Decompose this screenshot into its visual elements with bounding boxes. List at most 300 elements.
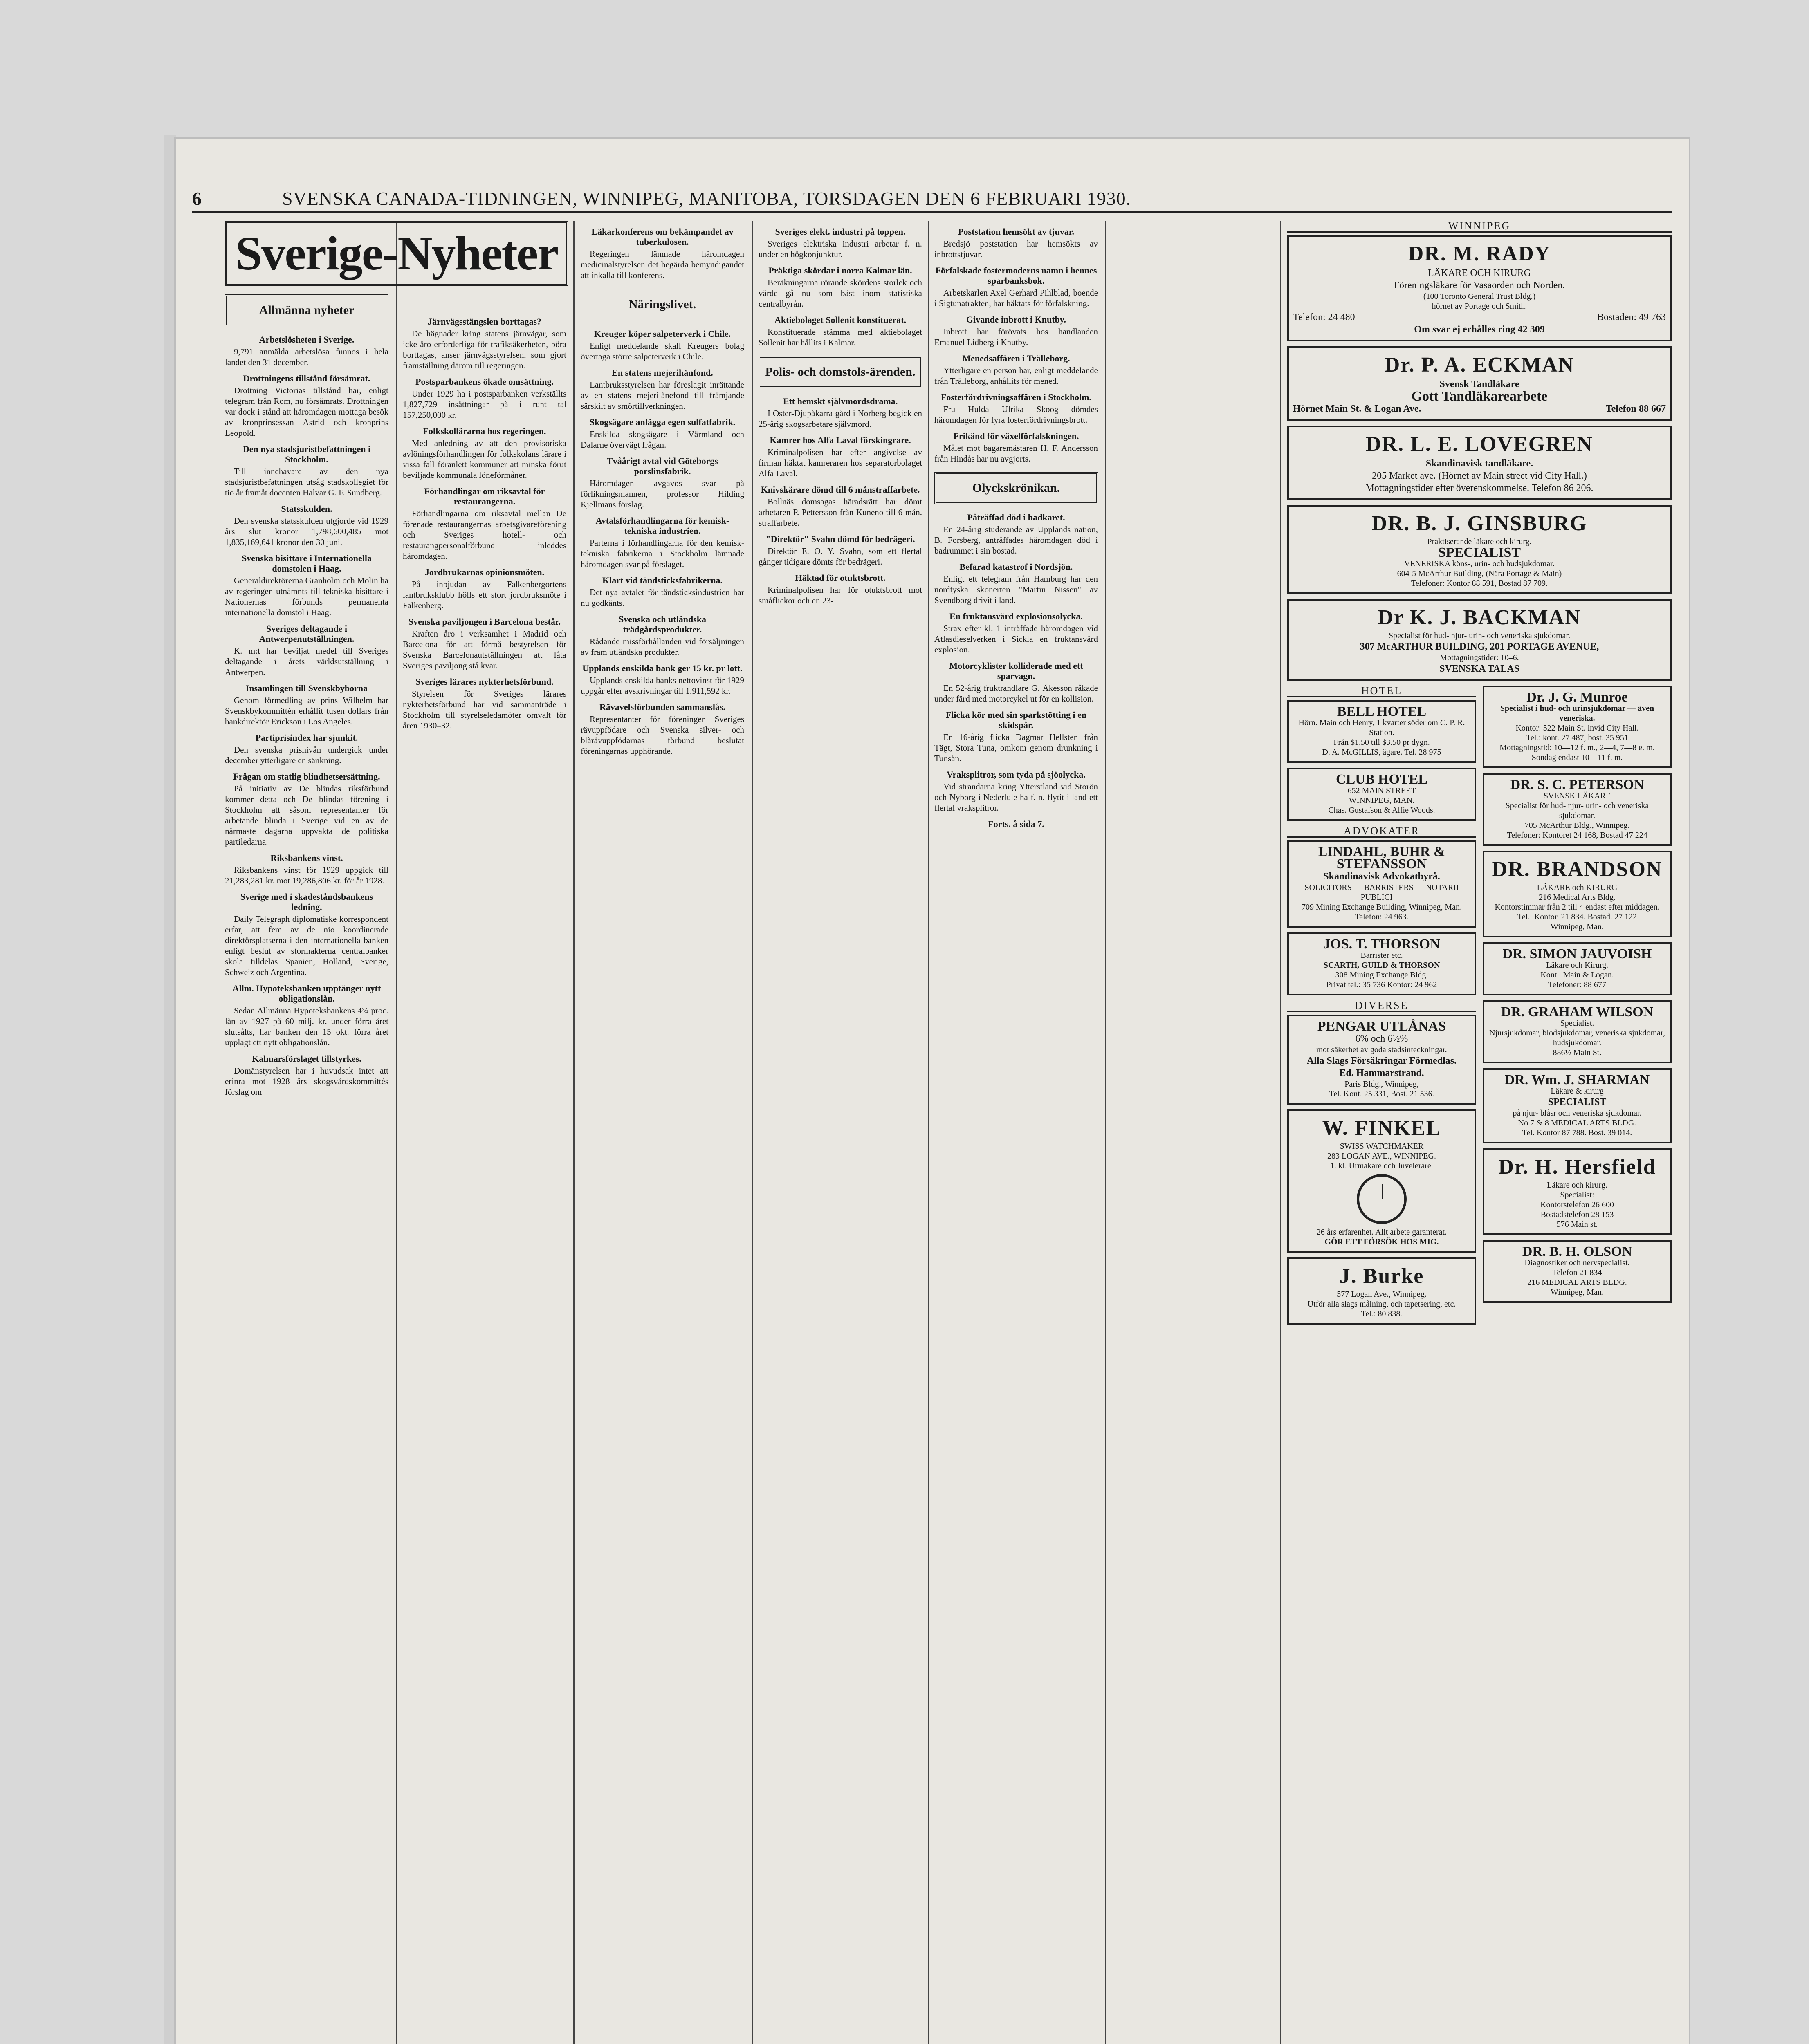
- headline: Påträffad död i badkaret.: [967, 512, 1065, 522]
- ad-line: SVENSKA TALAS: [1439, 663, 1519, 674]
- ad-slogan: SPECIALIST: [1438, 545, 1521, 560]
- article: [934, 353, 1098, 386]
- ad-line: Utför alla slags målning, och tapetsering, etc.: [1307, 1300, 1456, 1309]
- ad-address: 652 MAIN STREET: [1347, 786, 1416, 795]
- ad-name: DR. Wm. J. SHARMAN: [1504, 1072, 1650, 1087]
- ad-line: SCARTH, GUILD & THORSON: [1323, 961, 1440, 970]
- article: [759, 396, 922, 429]
- ad-line: Winnipeg, Man.: [1551, 922, 1604, 931]
- ad-subtitle: LÄKARE och KIRURG: [1537, 883, 1618, 892]
- article: [934, 314, 1098, 347]
- ad-name: JOS. T. THORSON: [1323, 937, 1440, 952]
- section-banner: Sverige-Nyheter: [225, 221, 568, 286]
- headline: Flicka kör med sin sparkstötting i en skidspår.: [945, 710, 1087, 730]
- article-body: Sveriges elektriska industri arbetar f. n. under en högkonjunktur.: [759, 239, 922, 259]
- ad-line: Mottagningstider: 10–6.: [1440, 653, 1519, 662]
- ad-section-header: HOTEL: [1287, 686, 1476, 697]
- headline: Arbetslösheten i Sverige.: [259, 334, 355, 345]
- article: [581, 456, 744, 510]
- ad-name: DR. BRANDSON: [1492, 858, 1663, 881]
- ad-line: SOLICITORS — BARRISTERS — NOTARII PUBLICI —: [1304, 883, 1459, 902]
- section-header: Allmänna nyheter: [225, 294, 388, 326]
- ad-line: 1. kl. Urmakare och Juvelerare.: [1330, 1161, 1433, 1170]
- article: [403, 616, 566, 671]
- headline: Klart vid tändsticksfabrikerna.: [602, 575, 723, 585]
- headline: Aktiebolaget Sollenit konstituerat.: [774, 315, 907, 325]
- article: [759, 435, 922, 479]
- ad-name: BELL HOTEL: [1337, 704, 1427, 719]
- article: [759, 573, 922, 606]
- ad-address: 205 Market ave. (Hörnet av Main street vid City Hall.): [1372, 471, 1587, 481]
- ad-rady: [1287, 235, 1672, 341]
- ad-thorson: [1287, 932, 1476, 995]
- article-body: Förhandlingarna om riksavtal mellan De förenade restaurangernas arbetsgivareförening och Sveriges hotell- och restaurangpersonalförbund inleddes häromdagen.: [403, 509, 566, 561]
- newspaper-page: [176, 139, 1689, 2044]
- article-body: Bollnäs domsagas häradsrätt har dömt arbetaren P. Pettersson från Kuneno till 6 mån. straffarbete.: [759, 497, 922, 528]
- article: [225, 334, 388, 368]
- ad-subtitle: LÄKARE OCH KIRURG: [1428, 268, 1531, 278]
- ad-phone: Bostadstelefon 28 153: [1540, 1210, 1614, 1219]
- ad-slogan: Gott Tandläkarearbete: [1411, 389, 1548, 404]
- column-rule: [1105, 221, 1106, 2044]
- article-body: Enskilda skogsägare i Värmland och Dalarne övervägt frågan.: [581, 429, 744, 450]
- article-body: Regeringen lämnade häromdagen medicinalstyrelsen det begärda bemyndigandet att inkalla till konferens.: [581, 249, 744, 280]
- article: [403, 567, 566, 611]
- ad-burke: [1287, 1257, 1476, 1325]
- ad-address: Kontor: 522 Main St. invid City Hall.: [1515, 724, 1639, 733]
- article-body: Beräkningarna rörande skördens storlek och värde gå nu som bäst inom statistiska centralbyrån.: [759, 278, 922, 309]
- ad-name: DR. SIMON JAUVOISH: [1502, 946, 1652, 961]
- ad-name: LINDAHL, BUHR & STEFANSSON: [1318, 844, 1445, 872]
- headline: Sveriges deltagande i Antwerpenutställningen.: [259, 623, 355, 644]
- ad-section-header: WINNIPEG: [1287, 221, 1672, 233]
- article: [225, 553, 388, 618]
- headline: "Direktör" Svahn dömd för bedrägeri.: [765, 534, 915, 544]
- headline: Fosterfördrivningsaffären i Stockholm.: [940, 392, 1092, 402]
- article-body: Upplands enskilda banks nettovinst för 1929 uppgår efter avskrivningar till 1,911,592 kr.: [581, 675, 744, 696]
- article: [934, 392, 1098, 425]
- headline: Häktad för otuktsbrott.: [795, 573, 886, 583]
- ad-subtitle: Läkare och kirurg.: [1547, 1181, 1607, 1190]
- ad-address: Paris Bldg., Winnipeg,: [1344, 1080, 1419, 1089]
- ad-line: WINNIPEG, MAN.: [1349, 796, 1415, 805]
- ad-peterson: [1483, 773, 1672, 846]
- ad-subtitle: SVENSK LÄKARE: [1544, 791, 1611, 800]
- ad-sharman: [1483, 1068, 1672, 1143]
- masthead-title: SVENSKA CANADA-TIDNINGEN, WINNIPEG, MANITOBA, TORSDAGEN DEN 6 FEBRUARI 1930.: [282, 188, 1131, 209]
- ad-address: 283 LOGAN AVE., WINNIPEG.: [1327, 1152, 1436, 1161]
- ad-line: (100 Toronto General Trust Bldg.): [1423, 292, 1536, 301]
- headline: Drottningens tillstånd försämrat.: [243, 373, 370, 383]
- ad-subtitle: Svensk Tandläkare: [1439, 379, 1519, 390]
- ad-subtitle: Diagnostiker och nervspecialist.: [1524, 1258, 1630, 1267]
- ad-address: Hörn. Main och Henry, 1 kvarter söder om C. P. R. Station.: [1298, 718, 1465, 737]
- ad-name: CLUB HOTEL: [1336, 772, 1427, 787]
- ad-line: hörnet av Portage och Smith.: [1432, 302, 1527, 311]
- article-body: Enligt meddelande skall Kreugers bolag övertaga större salpeterverk i Chile.: [581, 341, 744, 361]
- ad-name: DR. S. C. PETERSON: [1510, 777, 1644, 792]
- article: [934, 769, 1098, 813]
- headline: Sveriges lärares nykterhetsförbund.: [415, 677, 554, 687]
- section-header: Polis- och domstols-ärenden.: [759, 356, 922, 388]
- ad-address: 308 Mining Exchange Bldg.: [1335, 970, 1428, 979]
- article-body: En 16-årig flicka Dagmar Hellsten från Tägt, Stora Tuna, omkom genom drunkning i Tunsän.: [934, 732, 1098, 763]
- article: [759, 226, 922, 260]
- article-body: En 24-årig studerande av Upplands nation, B. Forsberg, anträffades häromdagen död i badrummet i sin bostad.: [934, 524, 1098, 556]
- headline: Kreuger köper salpeterverk i Chile.: [594, 329, 731, 339]
- ad-line: GÖR ETT FÖRSÖK HOS MIG.: [1324, 1237, 1439, 1246]
- article-body: Med anledning av att den provisoriska avlöningsförhandlingen för folkskolans lärare i vissa fall föranlett kommuner att minska förut beviljade kommunala löneförmåner.: [403, 438, 566, 480]
- ad-phone: Tel.: Kontor. 21 834. Bostad. 27 122: [1517, 912, 1637, 921]
- article: [934, 265, 1098, 309]
- ad-subtitle: Specialist för hud- njur- urin- och veneriska sjukdomar.: [1389, 631, 1570, 640]
- article: [759, 534, 922, 567]
- ad-subtitle: Praktiserande läkare och kirurg.: [1427, 537, 1532, 546]
- ad-ginsburg: [1287, 505, 1672, 594]
- article: [759, 484, 922, 528]
- ad-phone: Telefon 88 667: [1605, 403, 1666, 414]
- headline: Svenska bisittare i Internationella domstolen i Haag.: [241, 553, 372, 574]
- article: [403, 426, 566, 480]
- ad-line: 26 års erfarenhet. Allt arbete garanterat.: [1316, 1228, 1447, 1237]
- ad-finkel: [1287, 1109, 1476, 1253]
- article-body: 9,791 anmälda arbetslösa funnos i hela landet den 31 december.: [225, 347, 388, 367]
- column-rule: [573, 221, 575, 2044]
- headline: Svenska och utländska trädgårdsprodukter.: [619, 614, 706, 634]
- ad-address: 709 Mining Exchange Building, Winnipeg, Man.: [1301, 903, 1462, 912]
- ad-phone: Privat tel.: 35 736 Kontor: 24 962: [1326, 980, 1437, 989]
- article-body: Det nya avtalet för tändsticksindustrien har nu godkänts.: [581, 587, 744, 608]
- ad-name: W. FINKEL: [1322, 1116, 1441, 1140]
- ad-section-header: ADVOKATER: [1287, 826, 1476, 838]
- ad-phone: Telefoner: Kontoret 24 168, Bostad 47 224: [1507, 831, 1647, 840]
- headline: Förfalskade fostermoderns namn i hennes sparbanksbok.: [935, 265, 1097, 286]
- article-body: Till innehavare av den nya stadsjuristbefattningen utsåg stadskollegiet för tio år framåt docenten Halvar G. F. Sundberg.: [225, 466, 388, 498]
- article: [581, 515, 744, 569]
- headline: Statsskulden.: [281, 504, 332, 514]
- article-body: Fru Hulda Ulrika Skoog dömdes häromdagen för fyra fosterfördrivningsbrott.: [934, 404, 1098, 425]
- column-rule: [928, 221, 929, 2044]
- article-body: En 52-årig fruktrandlare G. Åkesson råkade under färd med motorcykel ut för en kollision.: [934, 683, 1098, 704]
- article-body: Representanter för föreningen Sveriges rävuppfödare och Svenska silver- och blårävuppfödarnas förbund beslutat föreningarnas upphörande.: [581, 714, 744, 756]
- ad-name: DR. B. J. GINSBURG: [1371, 512, 1587, 535]
- headline: Knivskärare dömd till 6 månstraffarbete.: [761, 484, 920, 495]
- ad-line: mot säkerhet av goda stadsinteckningar.: [1316, 1045, 1447, 1054]
- column-3: [581, 221, 744, 2044]
- ad-line: på njur- blåsr och veneriska sjukdomar.: [1513, 1109, 1642, 1118]
- continued-note: Forts. å sida 7.: [988, 819, 1044, 829]
- article: [225, 373, 388, 438]
- article-body: Genom förmedling av prins Wilhelm har Svenskbykommittén erhållit tusen dollars från bankdirektör Erickson i Los Angeles.: [225, 695, 388, 726]
- ad-address: No 7 & 8 MEDICAL ARTS BLDG.: [1518, 1118, 1636, 1127]
- headline: En statens mejerihänfond.: [612, 368, 713, 378]
- ad-subtitle: Barrister etc.: [1360, 951, 1403, 960]
- article-body: Direktör E. O. Y. Svahn, som ett flertal gånger tidigare dömts för bedrägeri.: [759, 546, 922, 567]
- ad-name: Dr. P. A. ECKMAN: [1384, 353, 1575, 377]
- headline: Skogsägare anlägga egen sulfatfabrik.: [589, 417, 736, 427]
- ad-name: J. Burke: [1339, 1264, 1424, 1288]
- article: [225, 892, 388, 977]
- headline: Svenska paviljongen i Barcelona består.: [408, 616, 561, 627]
- article: [934, 512, 1098, 556]
- article-body: De hägnader kring statens järnvägar, som icke äro erforderliga för trafiksäkerheten, böra borttagas, anser järnvägsstyrelsen, som gjort framställning därom till regeringen.: [403, 329, 566, 370]
- article: [403, 677, 566, 731]
- article: [581, 575, 744, 608]
- ad-eckman: [1287, 346, 1672, 421]
- ad-line: Från $1.50 till $3.50 pr dygn.: [1333, 738, 1430, 747]
- ad-name: DR. GRAHAM WILSON: [1501, 1004, 1654, 1020]
- column-rule: [752, 221, 753, 2044]
- article-body: Kriminalpolisen har för otuktsbrott mot småflickor och en 23-: [759, 585, 922, 605]
- article-body: K. m:t har beviljat medel till Sveriges deltagande i årets världsutställning i Antwerpen.: [225, 646, 388, 677]
- headline: Sveriges elekt. industri på toppen.: [775, 226, 906, 237]
- ad-address: 886½ Main St.: [1553, 1048, 1602, 1057]
- ad-phone: Telefoner: 88 677: [1548, 980, 1606, 989]
- ad-address: 576 Main st.: [1556, 1220, 1598, 1229]
- article: [225, 733, 388, 766]
- headline: Läkarkonferens om bekämpandet av tuberkulosen.: [591, 226, 734, 247]
- headline: Rävavelsförbunden sammanslås.: [599, 702, 726, 712]
- article: [225, 623, 388, 677]
- ad-name: Dr K. J. BACKMAN: [1378, 606, 1581, 629]
- article: [225, 1053, 388, 1097]
- headline: Poststation hemsökt av tjuvar.: [958, 226, 1074, 237]
- headline: Frikänd för växelförfalskningen.: [953, 431, 1079, 441]
- column-rule: [396, 221, 397, 2044]
- headline: Riksbankens vinst.: [270, 853, 343, 863]
- ad-address: Hörnet Main St. & Logan Ave.: [1293, 403, 1421, 414]
- column-5: [934, 221, 1098, 2044]
- ad-address: 216 Medical Arts Bldg.: [1539, 893, 1616, 902]
- ad-subtitle: SWISS WATCHMAKER: [1340, 1142, 1424, 1151]
- article-body: Under 1929 ha i postsparbanken verkställts 1,827,729 insättningar på i runt tal 157,250,000 kr.: [403, 389, 566, 420]
- article-body: Enligt ett telegram från Hamburg har den nordtyska skonerten "Martin Nissen" av Svendborg drivit i land.: [934, 574, 1098, 605]
- scan-margin: [164, 135, 176, 2044]
- pocket-watch-icon: [1357, 1174, 1407, 1224]
- ad-line: VENERISKA köns-, urin- och hudsjukdomar.: [1404, 559, 1555, 568]
- article-body: Häromdagen avgavos svar på förlikningsmannen, professor Hilding Kjellmans förslag.: [581, 478, 744, 509]
- section-header: Näringslivet.: [581, 289, 744, 320]
- headline: Jordbrukarnas opinionsmöten.: [424, 567, 545, 577]
- article: [581, 226, 744, 280]
- article: [581, 702, 744, 756]
- ad-subtitle: Läkare & kirurg: [1551, 1087, 1604, 1096]
- article-body: Drottning Victorias tillstånd har, enligt telegram från Rom, nu försämrats. Drottningen var dock i stånd att häromdagen mottaga besök av kronprinsessan Astrid och kronprins Leopold.: [225, 385, 388, 438]
- article-body: På inbjudan av Falkenbergortens lantbruksklubb hölls ett stort jordbruksmöte i Falkenberg.: [403, 579, 566, 610]
- ad-name: DR. L. E. LOVEGREN: [1365, 433, 1594, 456]
- article-body: Målet mot bagaremästaren H. F. Andersson från Hindås har nu avgjorts.: [934, 443, 1098, 464]
- article-body: Sedan Allmänna Hypoteksbankens 4¾ proc. lån av 1927 på 60 milj. kr. under förra året slutsålts, har banken den 15 okt. förra året upplagt ett nytt obligationslån.: [225, 1006, 388, 1047]
- headline: Menedsaffären i Trälleborg.: [962, 353, 1070, 363]
- ad-name: DR. B. H. OLSON: [1522, 1244, 1632, 1259]
- ad-jauvoish: [1483, 942, 1672, 995]
- ad-line: Om svar ej erhålles ring 42 309: [1414, 324, 1545, 335]
- article-body: Kraften åro i verksamhet i Madrid och Barcelona för att förmå bestyrelsen för Svenska Barcelonautställningen att låta Sveriges paviljong stå kvar.: [403, 629, 566, 670]
- article: [403, 486, 566, 561]
- masthead: [192, 186, 1672, 213]
- headline: Befarad katastrof i Nordsjön.: [959, 562, 1073, 572]
- ad-line: Chas. Gustafson & Alfie Woods.: [1328, 806, 1435, 815]
- article-body: Lantbruksstyrelsen har föreslagit inrättande av en statens mejerilånefond till främjande särskilt av smörtillverkningen.: [581, 380, 744, 411]
- article: [225, 444, 388, 498]
- headline: Folkskollärarna hos regeringen.: [423, 426, 546, 436]
- headline: Partiprisindex har sjunkit.: [255, 733, 358, 743]
- column-2: [403, 311, 566, 2044]
- article-body: Arbetskarlen Axel Gerhard Pihlblad, boende i Sigtunatrakten, har häktats för förfalskning.: [934, 288, 1098, 308]
- article: [934, 226, 1098, 260]
- ad-hersfield: [1483, 1148, 1672, 1235]
- ad-line: Njursjukdomar, blodsjukdomar, veneriska sjukdomar, hudsjukdomar.: [1489, 1029, 1665, 1047]
- headline: Vraksplitror, som tyda på sjöolycka.: [947, 769, 1086, 780]
- headline: Givande inbrott i Knutby.: [966, 314, 1066, 325]
- ad-subtitle: Skandinavisk tandläkare.: [1425, 458, 1533, 469]
- headline: Kalmarsförslaget tillstyrkes.: [252, 1053, 361, 1064]
- ad-name: Dr. H. Hersfield: [1498, 1155, 1656, 1179]
- ad-phone: Telefon: 24 480: [1293, 312, 1355, 323]
- ad-phone: Kontorstelefon 26 600: [1540, 1200, 1614, 1209]
- headline: Upplands enskilda bank ger 15 kr. pr lott.: [582, 663, 743, 673]
- ad-brandson: [1483, 851, 1672, 937]
- headline: Motorcyklister kolliderade med ett sparvagn.: [949, 661, 1083, 681]
- headline: Kamrer hos Alfa Laval förskingrare.: [770, 435, 911, 445]
- ad-bell-hotel: [1287, 700, 1476, 763]
- article-body: Daily Telegraph diplomatiske korrespondent erfar, att fem av de nio koordinerade direktörsplatserna i den internationella banken enligt beslut av stormakterna centralbanker skola tilldelas Spanien, Holland, Sverige, Schweiz och Argentina.: [225, 914, 388, 977]
- ad-subtitle: Specialist.: [1560, 1019, 1594, 1028]
- ad-subtitle: Läkare och Kirurg.: [1546, 961, 1609, 970]
- headline: Präktiga skördar i norra Kalmar län.: [768, 265, 912, 276]
- ad-lindahl: [1287, 840, 1476, 928]
- ad-phone: Tel. Kontor 87 788. Bost. 39 014.: [1522, 1128, 1632, 1137]
- headline: Tvåårigt avtal vid Göteborgs porslinsfabrik.: [607, 456, 718, 476]
- advertisements: [1287, 221, 1672, 2044]
- headline: Förhandlingar om riksavtal för restaurangerna.: [424, 486, 545, 507]
- ad-line: Kontorstimmar från 2 till 4 endast efter middagen.: [1495, 903, 1660, 912]
- article-body: Inbrott har förövats hos handlanden Emanuel Lidberg i Knutby.: [934, 327, 1098, 347]
- article: [934, 431, 1098, 464]
- ad-olson: [1483, 1240, 1672, 1303]
- article: [934, 611, 1098, 655]
- article-body: Domänstyrelsen har i huvudsak intet att erinra mot 1928 års skogsvårdskommittés förslag om: [225, 1066, 388, 1097]
- headline: Den nya stadsjuristbefattningen i Stockholm.: [242, 444, 371, 464]
- ad-wilson: [1483, 1000, 1672, 1063]
- article-body: Strax efter kl. 1 inträffade häromdagen vid Atlasdieselverken i Sickla en fruktansvärd explosion.: [934, 623, 1098, 654]
- article: [934, 661, 1098, 704]
- ad-munroe: [1483, 686, 1672, 768]
- article: [581, 663, 744, 696]
- ad-address: 604-5 McArthur Building, (Nära Portage & Main): [1397, 569, 1562, 578]
- article-body: Parterna i förhandlingarna för den kemisk-tekniska fabrikerna i Stockholm lämnade häromdagen svar på förslaget.: [581, 538, 744, 569]
- article: [934, 562, 1098, 605]
- article: [581, 614, 744, 657]
- ad-phone: Telefon: 24 963.: [1355, 912, 1409, 921]
- article: [225, 983, 388, 1048]
- ad-line: 6% och 6½%: [1355, 1033, 1408, 1044]
- ad-section-header: DIVERSE: [1287, 1000, 1476, 1012]
- headline: Ett hemskt självmordsdrama.: [783, 396, 898, 406]
- ad-line: Föreningsläkare för Vasaorden och Norden.: [1394, 280, 1565, 291]
- ad-phone: Tel.: 80 838.: [1361, 1309, 1403, 1318]
- article: [225, 771, 388, 847]
- article-body: Konstituerade stämma med aktiebolaget Sollenit har hållits i Kalmar.: [759, 327, 922, 347]
- article-body: Ytterligare en person har, enligt meddelande från Trälleborg, anhållits för mened.: [934, 365, 1098, 386]
- headline: Järnvägsstängslen borttagas?: [427, 316, 542, 327]
- article: [225, 853, 388, 886]
- article: [581, 368, 744, 411]
- article: [403, 377, 566, 420]
- ad-address: 307 McARTHUR BUILDING, 201 PORTAGE AVENUE,: [1360, 641, 1599, 652]
- ad-name: PENGAR UTLÅNAS: [1317, 1019, 1446, 1034]
- ad-line: Winnipeg, Man.: [1551, 1288, 1604, 1297]
- headline: Insamlingen till Svenskbyborna: [245, 683, 368, 693]
- headline: Postsparbankens ökade omsättning.: [415, 377, 554, 387]
- headline: Allm. Hypoteksbanken upptänger nytt obligationslån.: [232, 983, 381, 1004]
- ad-line: Mottagningstid: 10—12 f. m., 2—4, 7—8 e. m.: [1499, 743, 1655, 752]
- article-body: Kriminalpolisen har efter angivelse av firman häktat kamreraren hos separatorbolaget Alfa Laval.: [759, 447, 922, 478]
- article: [581, 417, 744, 450]
- article-body: Styrelsen för Sveriges lärares nykterhetsförbund har vid sammanträde i Stockholm till styrelseledamöter omvalt för åren 1930–32.: [403, 689, 566, 731]
- ad-line: Alla Slags Försäkringar Förmedlas.: [1306, 1056, 1457, 1066]
- ad-phone: Telefoner: Kontor 88 591, Bostad 87 709.: [1411, 579, 1548, 588]
- column-4: [759, 221, 922, 2044]
- ad-line: Söndag endast 10—11 f. m.: [1531, 753, 1623, 762]
- ad-line: Ed. Hammarstrand.: [1339, 1068, 1424, 1078]
- headline: Frågan om statlig blindhetsersättning.: [233, 771, 380, 782]
- article-body: I Oster-Djupåkarra gård i Norberg begick en 25-årig skogsarbetare självmord.: [759, 408, 922, 429]
- ad-address: 705 McArthur Bldg., Winnipeg.: [1524, 821, 1630, 830]
- ad-line: Specialist:: [1560, 1190, 1594, 1199]
- ad-backman: [1287, 599, 1672, 681]
- article-body: Rådande missförhållanden vid försäljningen av fram utländska produkter.: [581, 637, 744, 657]
- article-body: Den svenska statsskulden utgjorde vid 1929 års slut kronor 1,798,600,485 mot 1,835,169,641 kronor den 30 juni.: [225, 516, 388, 547]
- ad-line: Mottagningstider efter överenskommelse. Telefon 86 206.: [1365, 483, 1594, 493]
- headline: Sverige med i skadeståndsbankens ledning.: [240, 892, 373, 912]
- ad-lovegren: [1287, 426, 1672, 500]
- ad-line: D. A. McGILLIS, ägare. Tel. 28 975: [1322, 748, 1441, 757]
- article-body: Den svenska prisnivån undergick under december ytterligare en sänkning.: [225, 745, 388, 765]
- ad-name: DR. M. RADY: [1408, 242, 1551, 265]
- article-body: Riksbankens vinst för 1929 uppgick till 21,283,281 kr. mot 19,286,806 kr. för år 1928.: [225, 865, 388, 885]
- article: [225, 504, 388, 547]
- ad-phone: Tel. Kont. 25 331, Bost. 21 536.: [1329, 1089, 1434, 1098]
- ad-phone: Bostaden: 49 763: [1597, 312, 1666, 323]
- ad-subtitle: Specialist i hud- och urinsjukdomar — även veneriska.: [1500, 704, 1654, 723]
- article-body: Generaldirektörerna Granholm och Molin ha av regeringen utnämnts till tekniska bisittare i Nationernas förbunds permanenta internationella domstol i Haag.: [225, 576, 388, 617]
- article: [759, 265, 922, 309]
- article: [225, 683, 388, 727]
- ad-address: Kont.: Main & Logan.: [1540, 970, 1614, 979]
- article-body: Vid strandarna kring Ytterstland vid Storön och Nyborg i Nederlule ha f. n. flytit i land ett flertal vraksplitror.: [934, 782, 1098, 813]
- headline: Avtalsförhandlingarna för kemisk-tekniska industrien.: [595, 515, 729, 536]
- page-number: 6: [192, 188, 202, 209]
- ad-line: SPECIALIST: [1548, 1097, 1607, 1107]
- column-rule: [1280, 221, 1281, 2044]
- ad-name: Dr. J. G. Munroe: [1526, 690, 1628, 705]
- ad-pengar: [1287, 1015, 1476, 1105]
- ad-line: Specialist för hud- njur- urin- och veneriska sjukdomar.: [1505, 801, 1649, 820]
- article-body: På initiativ av De blindas riksförbund kommer detta och De blindas förening i Stockholm att såsom representanter för arbetande blinda i Sverige vid en av de närmaste dagarna uppvakta de politiska partiledarna.: [225, 784, 388, 847]
- article-body: Bredsjö poststation har hemsökts av inbrottstjuvar.: [934, 239, 1098, 259]
- article: [581, 329, 744, 362]
- ad-phone: Tel.: kont. 27 487, bost. 35 951: [1526, 733, 1628, 742]
- ad-club-hotel: [1287, 768, 1476, 821]
- ad-phone: Telefon 21 834: [1552, 1268, 1602, 1277]
- ad-address: 577 Logan Ave., Winnipeg.: [1337, 1290, 1427, 1299]
- headline: En fruktansvärd explosionsolycka.: [949, 611, 1083, 621]
- section-header: Olyckskrönikan.: [934, 472, 1098, 504]
- ad-subtitle: Skandinavisk Advokatbyrå.: [1323, 871, 1440, 882]
- article: [759, 315, 922, 348]
- ad-address: 216 MEDICAL ARTS BLDG.: [1527, 1278, 1627, 1287]
